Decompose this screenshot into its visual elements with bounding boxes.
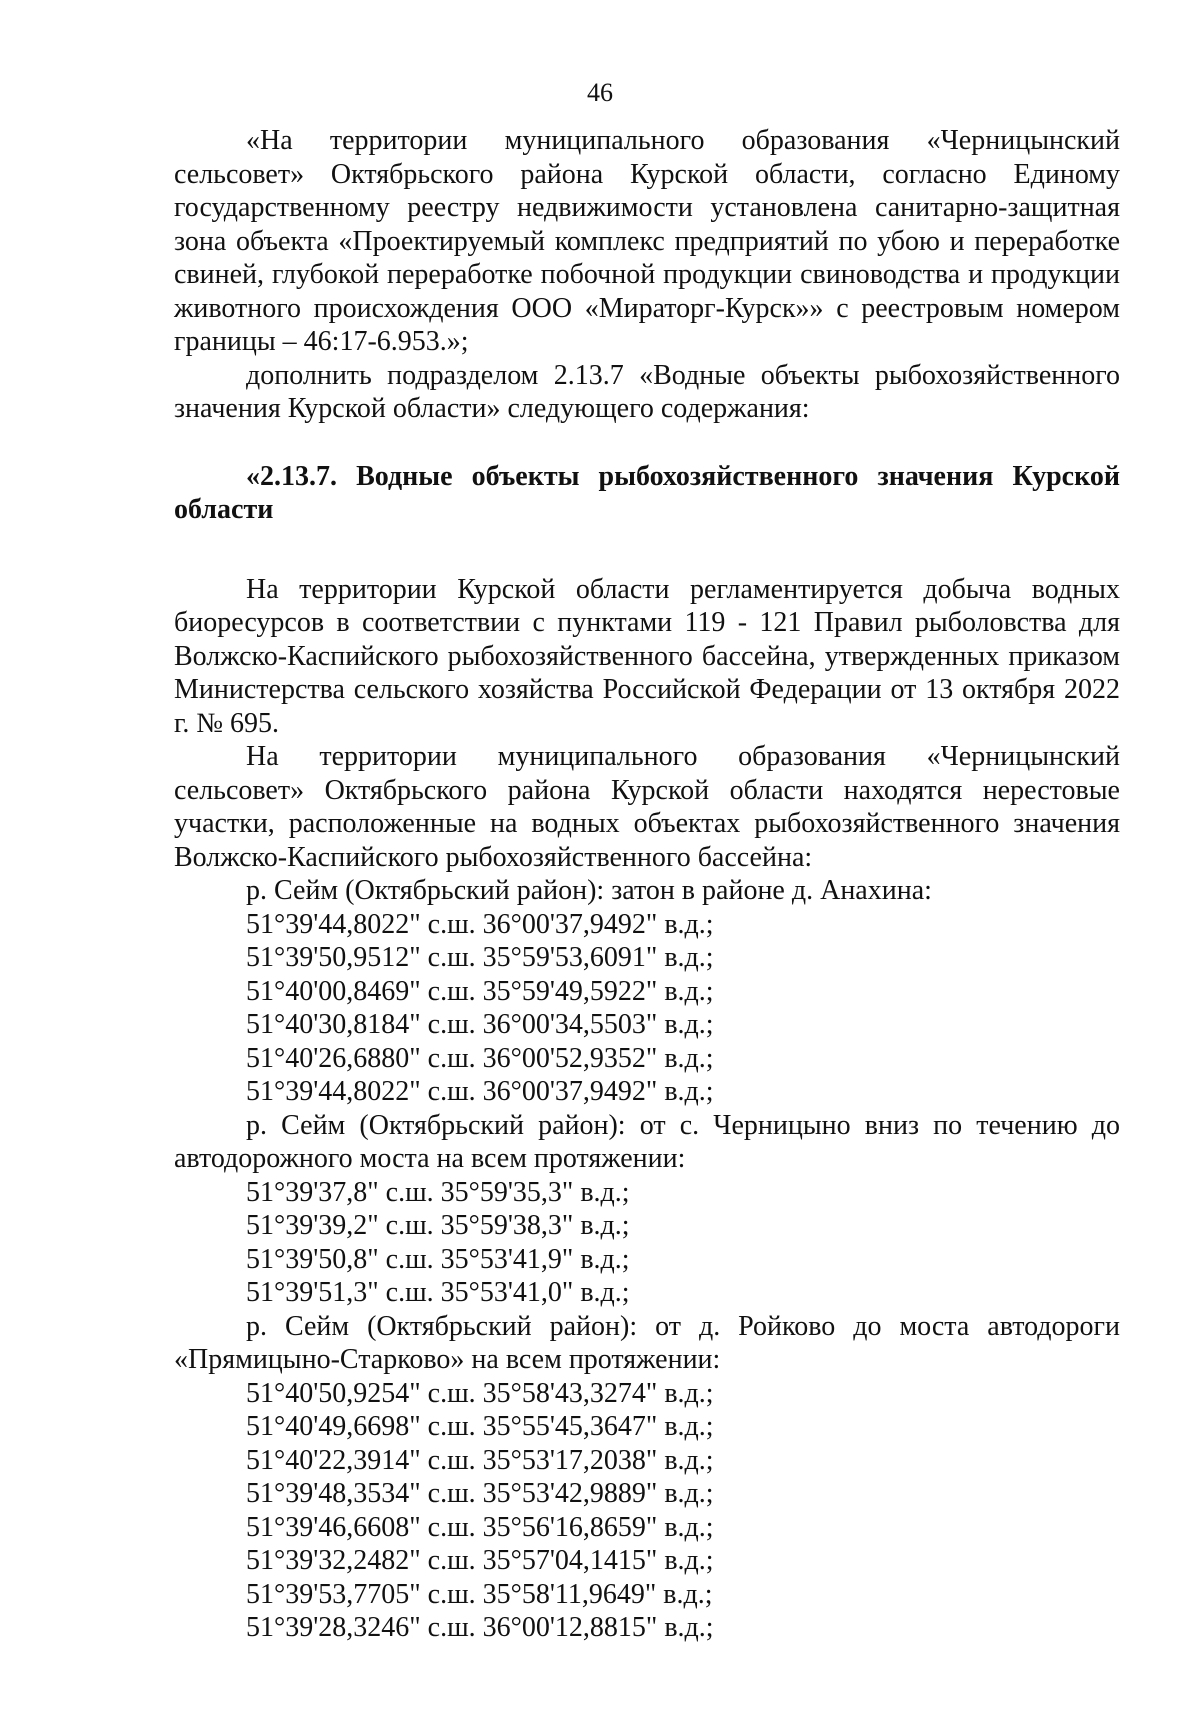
- section-anakhina: [174, 874, 1120, 1109]
- page-number: 46: [587, 78, 613, 107]
- coordinate-line: 51°40'22,3914" с.ш. 35°53'17,2038" в.д.;: [246, 1444, 714, 1476]
- coordinate-line: 51°39'39,2" с.ш. 35°59'38,3" в.д.;: [246, 1210, 630, 1241]
- coordinate-line: 51°39'53,7705" с.ш. 35°58'11,9649" в.д.;: [246, 1578, 713, 1610]
- coordinate-line: 51°39'46,6608" с.ш. 35°56'16,8659" в.д.;: [246, 1511, 714, 1543]
- section-heading: «2.13.7. Водные объекты рыбохозяйственного значения Курской области: [174, 460, 1120, 525]
- document-body: [174, 124, 1120, 1645]
- section-roykovo: [174, 1310, 1120, 1645]
- coordinate-line: 51°40'49,6698" с.ш. 35°55'45,3647" в.д.;: [246, 1411, 714, 1442]
- section-title: р. Сейм (Октябрьский район): от д. Ройково до моста автодороги «Прямицыно-Старково» на всем протяжении:: [174, 1310, 1120, 1375]
- coordinate-line: 51°40'50,9254" с.ш. 35°58'43,3274" в.д.;: [246, 1377, 714, 1409]
- coordinate-line: 51°39'48,3534" с.ш. 35°53'42,9889" в.д.;: [246, 1478, 714, 1509]
- coordinate-line: 51°40'30,8184" с.ш. 36°00'34,5503" в.д.;: [246, 1009, 714, 1040]
- paragraph-sanitary-zone: «На территории муниципального образования «Черницынский сельсовет» Октябрьского района Курской области, согласно Единому государственному реестру недвижимости установлена санитарно-защитная зона объекта «Проектируемый комплекс предприятий по убою и переработке свиней, глубокой переработке побочной продукции свиноводства и продукции животного происхождения ООО «Мираторг-Курск»» с реестровым номером границы – 46:17-6.953.»;: [174, 125, 1120, 357]
- paragraph-add-subsection: дополнить подразделом 2.13.7 «Водные объекты рыбохозяйственного значения Курской области» следующего содержания:: [174, 359, 1120, 424]
- coordinate-line: 51°39'51,3" с.ш. 35°53'41,0" в.д.;: [246, 1277, 630, 1308]
- paragraph-spawning-sites: На территории муниципального образования «Черницынский сельсовет» Октябрьского района Курской области находятся нерестовые участки, расположенные на водных объектах рыбохозяйственного значения Волжско-Каспийского рыбохозяйственного бассейна:: [174, 741, 1120, 873]
- section-title: р. Сейм (Октябрьский район): от с. Черницыно вниз по течению до автодорожного моста на всем протяжении:: [174, 1109, 1120, 1174]
- coordinate-line: 51°39'37,8" с.ш. 35°59'35,3" в.д.;: [246, 1176, 630, 1208]
- coordinate-line: 51°39'28,3246" с.ш. 36°00'12,8815" в.д.;: [246, 1612, 714, 1643]
- coordinate-line: 51°39'50,9512" с.ш. 35°59'53,6091" в.д.;: [246, 942, 714, 973]
- section-title: р. Сейм (Октябрьский район): затон в районе д. Анахина:: [246, 875, 932, 906]
- coordinate-line: 51°39'44,8022" с.ш. 36°00'37,9492" в.д.;: [246, 908, 714, 940]
- coordinate-line: 51°40'00,8469" с.ш. 35°59'49,5922" в.д.;: [246, 975, 714, 1007]
- coordinate-line: 51°39'50,8" с.ш. 35°53'41,9" в.д.;: [246, 1243, 630, 1275]
- coordinate-line: 51°40'26,6880" с.ш. 36°00'52,9352" в.д.;: [246, 1042, 714, 1074]
- paragraph-fishing-rules: На территории Курской области регламентируется добыча водных биоресурсов в соответствии с пунктами 119 - 121 Правил рыболовства для Волжско-Каспийского рыбохозяйственного бассейна, утвержденных приказом Министерства сельского хозяйства Российской Федерации от 13 октября 2022 г. № 695.: [174, 573, 1120, 739]
- coordinate-line: 51°39'32,2482" с.ш. 35°57'04,1415" в.д.;: [246, 1545, 714, 1576]
- section-chernitsyno: [174, 1109, 1120, 1310]
- coordinate-line: 51°39'44,8022" с.ш. 36°00'37,9492" в.д.;: [246, 1076, 714, 1107]
